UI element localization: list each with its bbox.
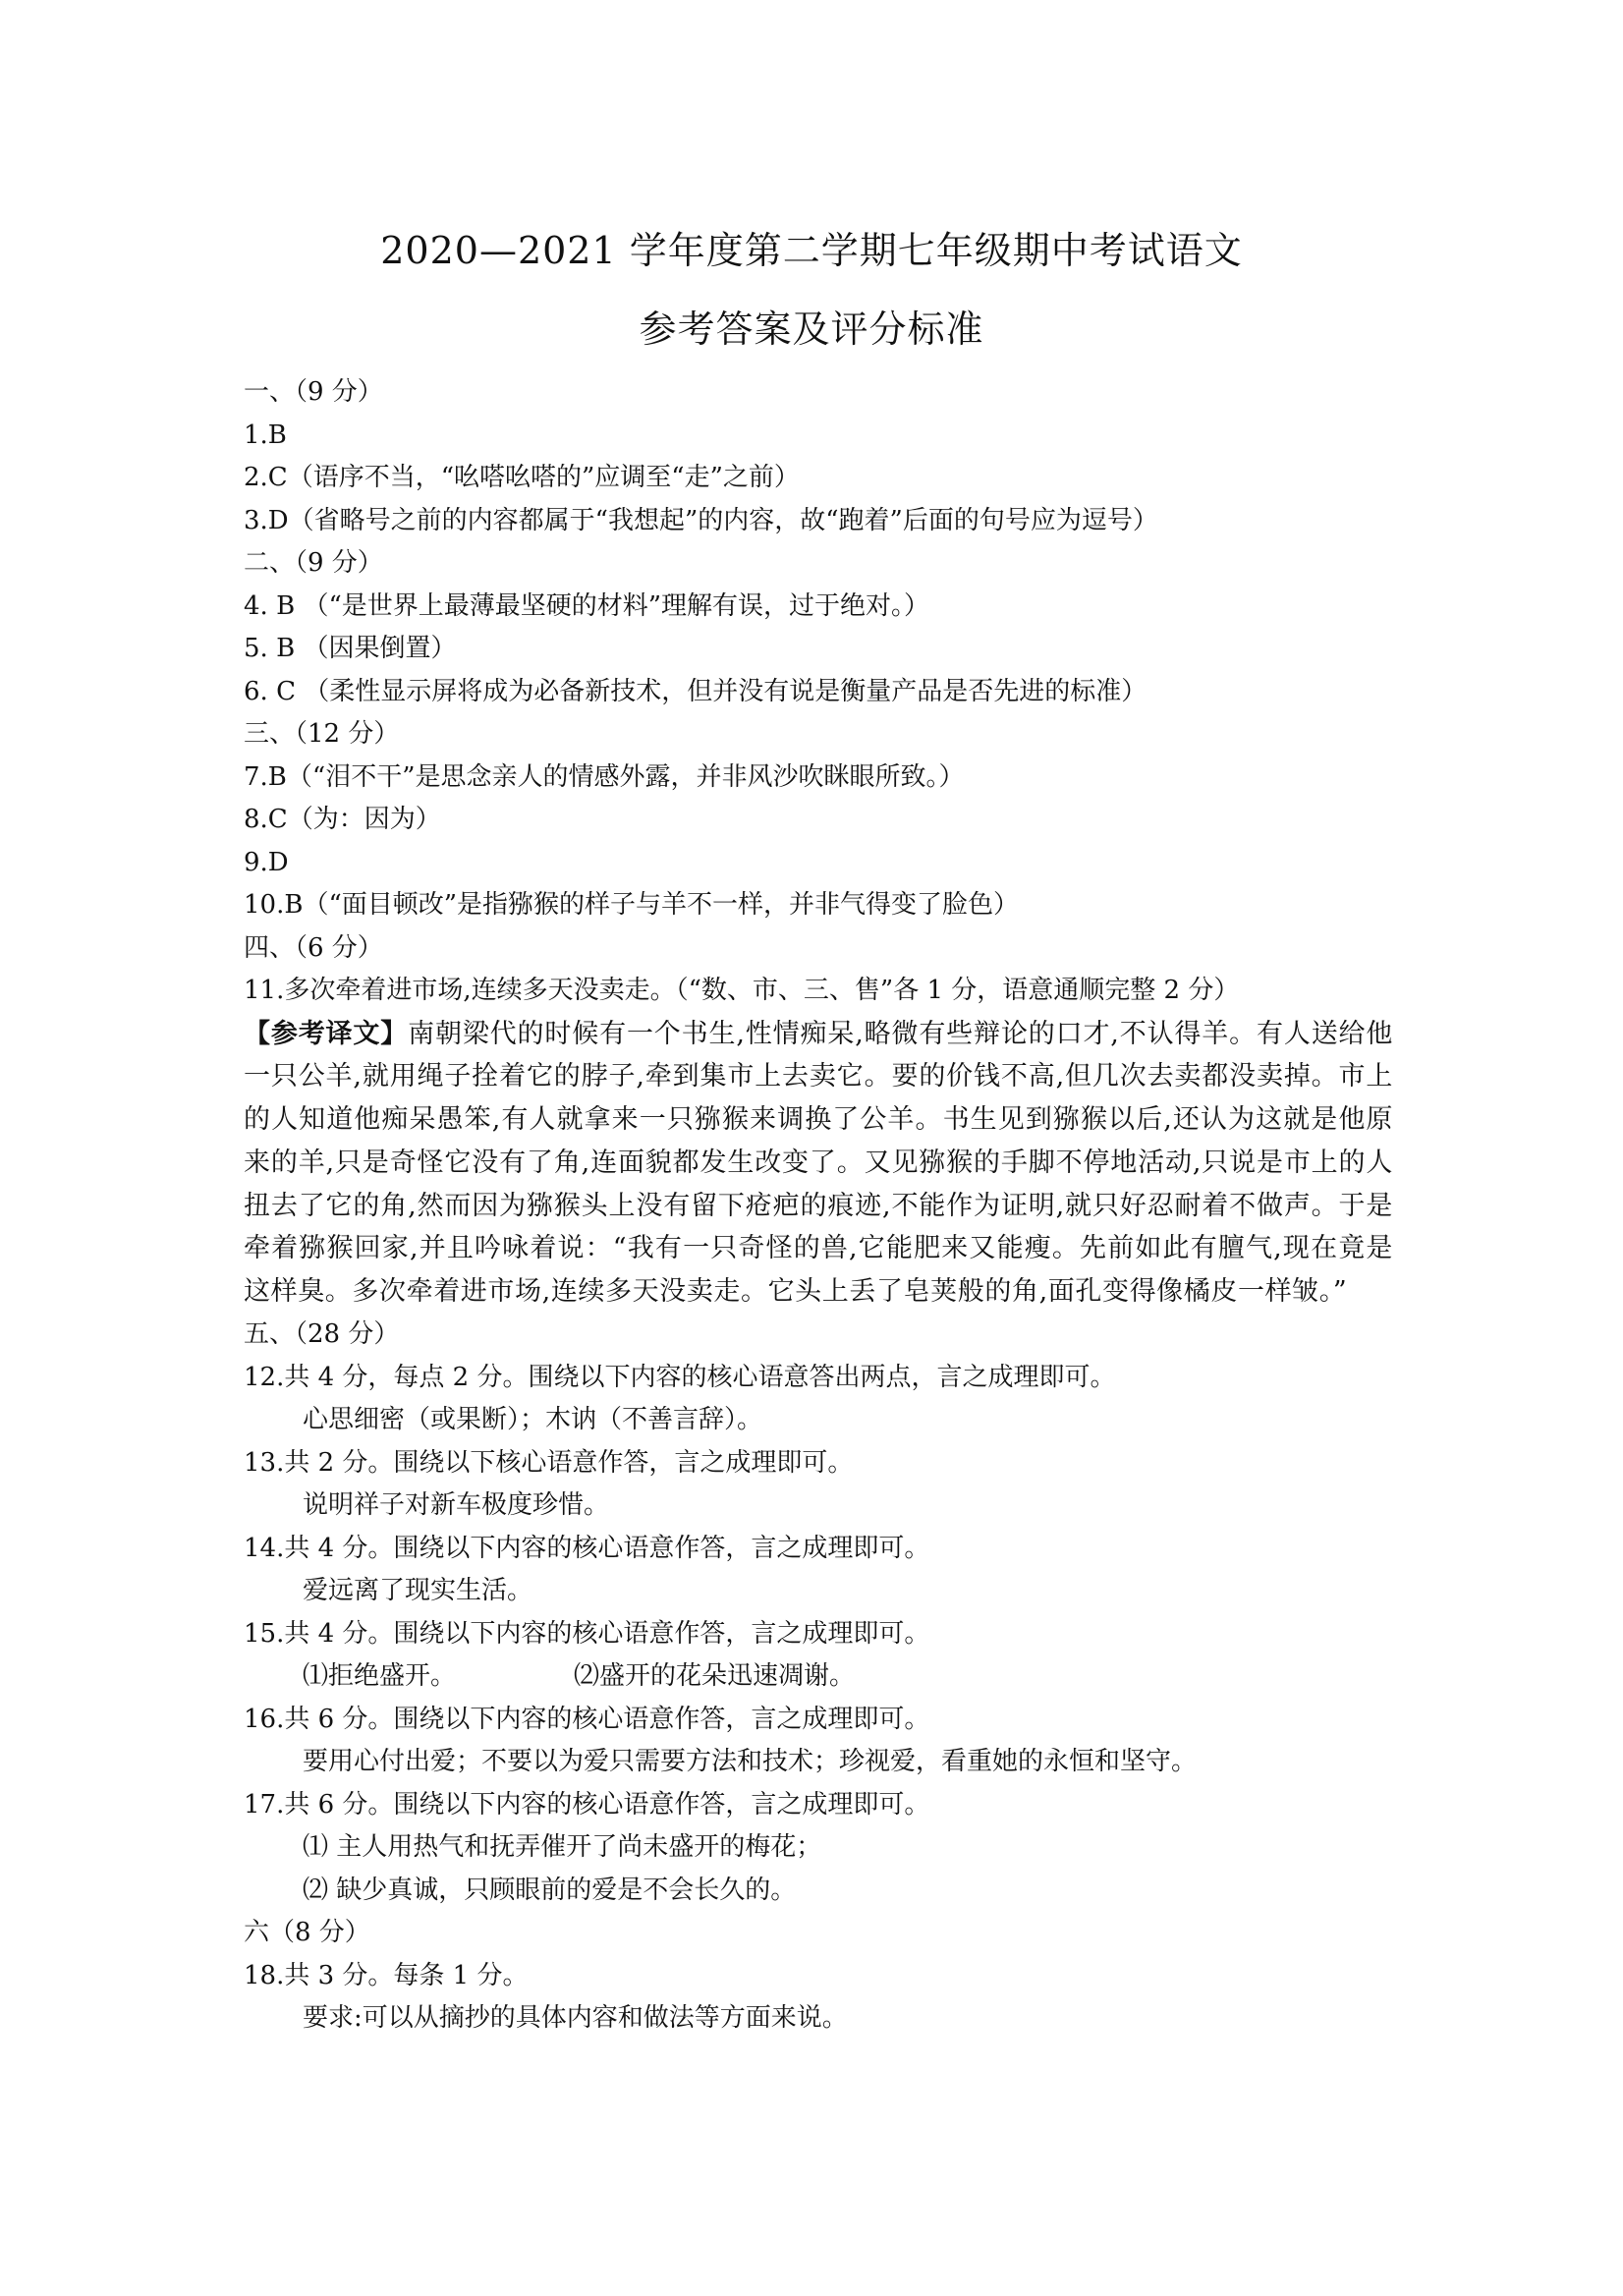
answer-17-point-2: ⑵ 缺少真诚，只顾眼前的爱是不会长久的。: [303, 1875, 797, 1905]
answer-17-point-1: ⑴ 主人用热气和抚弄催开了尚未盛开的梅花；: [303, 1832, 822, 1863]
section-heading-5: 五、（28 分）: [244, 1319, 400, 1350]
answer-item-7: 7.B（“泪不干”是思念亲人的情感外露，并非风沙吹眯眼所致。）: [244, 761, 965, 792]
answer-item-4: 4. B （“是世界上最薄最坚硬的材料”理解有误，过于绝对。）: [244, 590, 930, 621]
translation-label: 【参考译文】: [244, 1018, 409, 1049]
section-heading-3: 三、（12 分）: [244, 719, 400, 749]
answer-item-11: 11.多次牵着进市场,连续多天没卖走。（“数、市、三、售”各 1 分，语意通顺完整 2 分）: [244, 976, 1240, 1005]
answer-16-content: 要用心付出爱；不要以为爱只需要方法和技术；珍视爱，看重她的永恒和坚守。: [303, 1747, 1198, 1777]
answer-18-content: 要求:可以从摘抄的具体内容和做法等方面来说。: [303, 2003, 848, 2034]
answer-12-content: 心思细密（或果断）；木讷（不善言辞）。: [303, 1405, 763, 1435]
answer-item-12: 12.共 4 分，每点 2 分。围绕以下内容的核心语意答出两点，言之成理即可。: [244, 1362, 1116, 1392]
answer-item-17: 17.共 6 分。围绕以下内容的核心语意作答，言之成理即可。: [244, 1789, 930, 1820]
answer-item-16: 16.共 6 分。围绕以下内容的核心语意作答，言之成理即可。: [244, 1704, 930, 1734]
section-heading-1: 一、（9 分）: [244, 377, 383, 407]
answer-15-point-2: ⑵盛开的花朵迅速凋谢。: [574, 1661, 856, 1692]
answer-14-content: 爱远离了现实生活。: [303, 1576, 533, 1606]
answer-item-6: 6. C （柔性显示屏将成为必备新技术，但并没有说是衡量产品是否先进的标准）: [244, 676, 1147, 706]
answer-15-content: [244, 1655, 1393, 1699]
answer-item-3: 3.D（省略号之前的内容都属于“我想起”的内容，故“跑着”后面的句号应为逗号）: [244, 505, 1158, 535]
answer-item-1: 1.B: [244, 420, 287, 450]
answer-item-2: 2.C（语序不当，“吆嗒吆嗒的”应调至“走”之前）: [244, 463, 800, 492]
section-heading-6: 六（8 分）: [244, 1918, 370, 1948]
answer-item-15: 15.共 4 分。围绕以下内容的核心语意作答，言之成理即可。: [244, 1618, 930, 1649]
answer-item-9: 9.D: [244, 847, 289, 877]
section-heading-2: 二、（9 分）: [244, 548, 383, 578]
answer-item-14: 14.共 4 分。围绕以下内容的核心语意作答，言之成理即可。: [244, 1533, 930, 1563]
reference-translation: [244, 1013, 1393, 1315]
answer-item-18: 18.共 3 分。每条 1 分。: [244, 1960, 529, 1990]
document-title: 2020—2021 学年度第二学期七年级期中考试语文: [380, 229, 1243, 272]
document-subtitle: 参考答案及评分标准: [639, 308, 984, 351]
answer-13-content: 说明祥子对新车极度珍惜。: [303, 1490, 610, 1521]
answer-item-13: 13.共 2 分。围绕以下核心语意作答，言之成理即可。: [244, 1447, 854, 1478]
translation-text: 南朝梁代的时候有一个书生,性情痴呆,略微有些辩论的口才,不认得羊。有人送给他一只公羊,就用绳子拴着它的脖子,牵到集市上去卖它。要的价钱不高,但几次去卖都没卖掉。市上的人知道他痴呆愚笨,有人就拿来一只猕猴来调换了公羊。书生见到猕猴以后,还认为这就是他原来的羊,只是奇怪它没有了角,连面貌都发生改变了。又见猕猴的手脚不停地活动,只说是市上的人扭去了它的角,然而因为猕猴头上没有留下疮疤的痕迹,不能作为证明,就只好忍耐着不做声。于是牵着猕猴回家,并且吟咏着说：“我有一只奇怪的兽,它能肥来又能瘦。先前如此有膻气,现在竟是这样臭。多次牵着进市场,连续多天没卖走。它头上丢了皂荚般的角,面孔变得像橘皮一样皱。”: [244, 1018, 1394, 1308]
answer-content: [244, 371, 1393, 2041]
answer-item-5: 5. B （因果倒置）: [244, 634, 457, 663]
answer-item-8: 8.C（为：因为）: [244, 805, 441, 834]
answer-item-10: 10.B（“面目顿改”是指猕猴的样子与羊不一样，并非气得变了脸色）: [244, 890, 1020, 920]
answer-15-point-1: ⑴拒绝盛开。: [303, 1661, 457, 1692]
section-heading-4: 四、（6 分）: [244, 932, 383, 963]
